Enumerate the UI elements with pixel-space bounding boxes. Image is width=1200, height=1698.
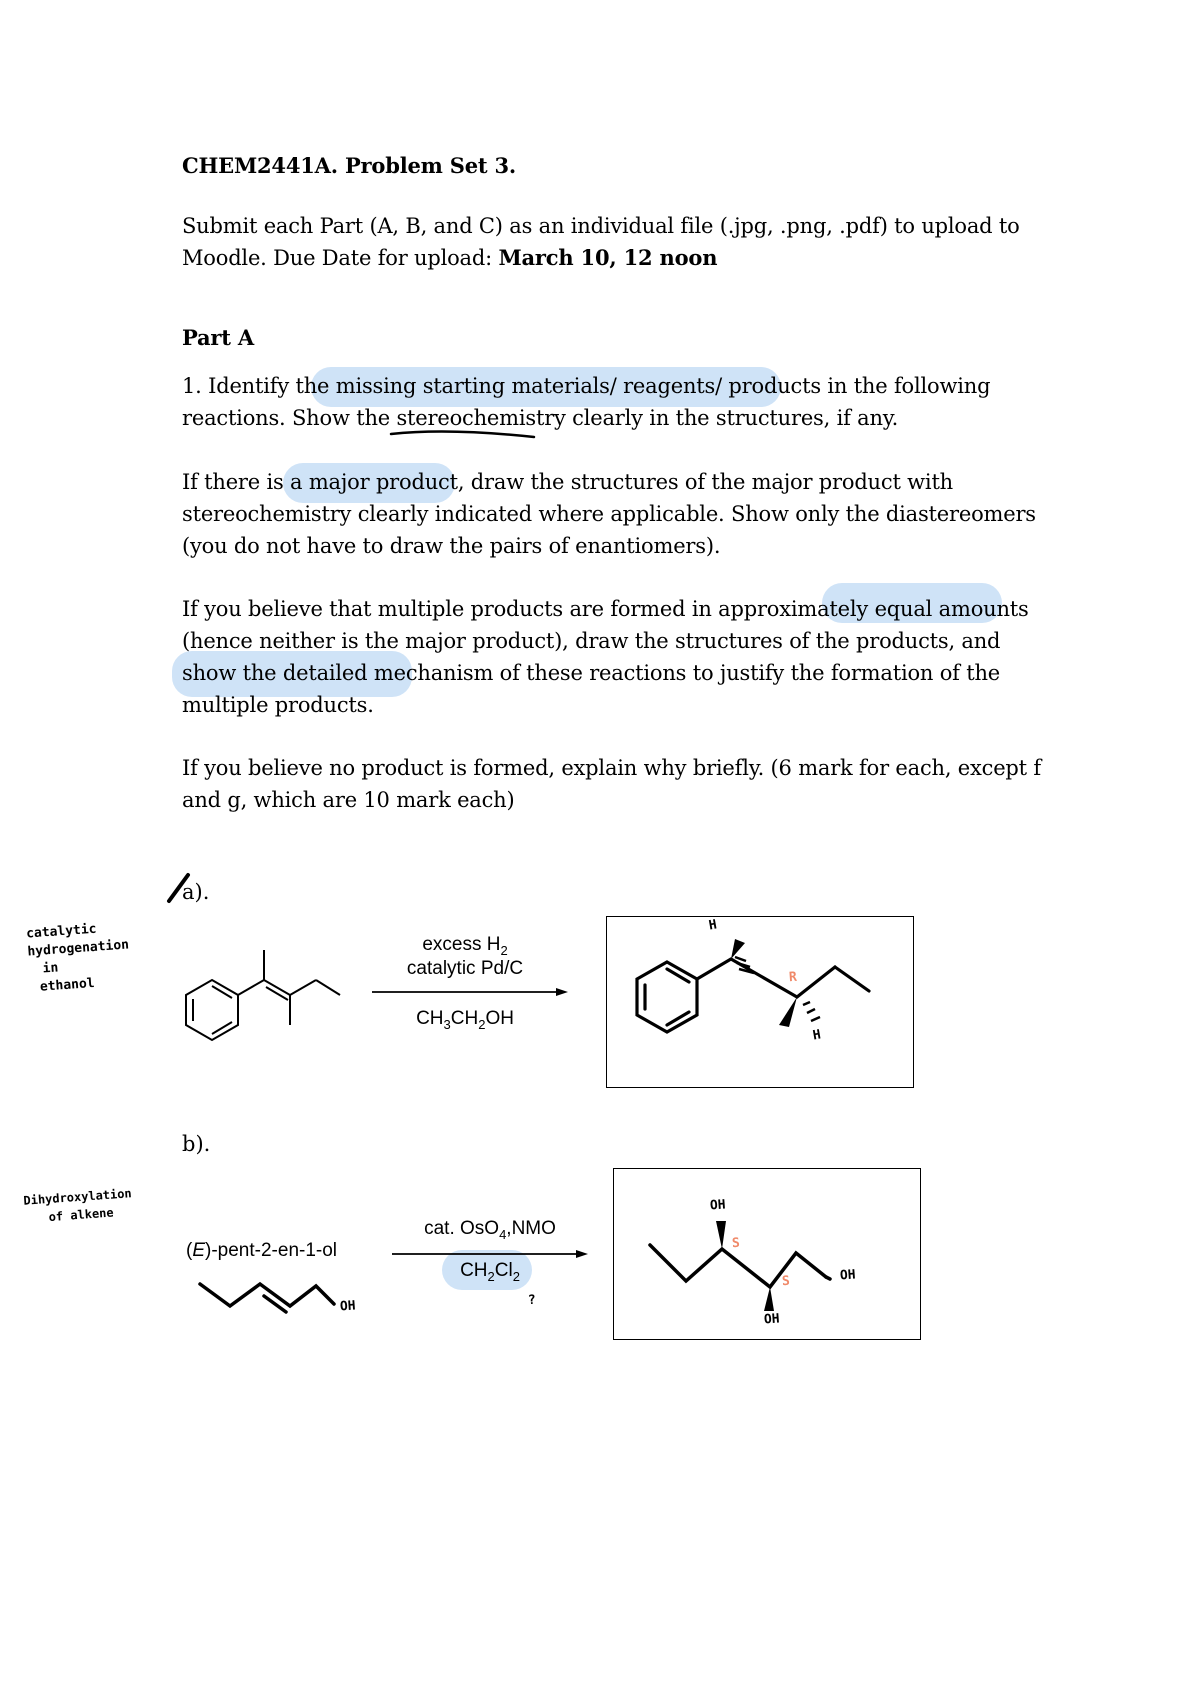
reaction-a-label: a). [182, 880, 210, 904]
reaction-a-annotation: catalytic hydrogenation in ethanol [25, 921, 130, 995]
product-b-oh-bottom: OH [763, 1311, 781, 1328]
product-b-oh-right: OH [839, 1267, 857, 1284]
starting-material-b-name: (E)-pent-2-en-1-ol [186, 1240, 338, 1261]
question-mark: ? [527, 1292, 537, 1309]
due-date: March 10, 12 noon [498, 245, 718, 270]
reaction-a-solvent: $CH_3CH_2OH$ [416, 1008, 514, 1032]
product-a-structure [607, 917, 913, 1087]
page-title: CHEM2441A. Problem Set 3. [182, 153, 517, 178]
q1-highlight-text: missing starting materials/ reagents/ products [335, 374, 821, 398]
no-product-instructions: If you believe no product is formed, explain why briefly. (6 mark for each, except f and g, which are 10 mark each) [182, 756, 1041, 812]
product-b-box [613, 1168, 921, 1340]
product-a-box [606, 916, 914, 1088]
multiple-products-instructions: If you believe that multiple products are formed in approximately equal amounts (hence neither is the major product), draw the structures of the products, and show the detailed mechanism of these reactions to justify the formation of the multiple products. [182, 597, 1029, 717]
part-a-heading: Part A [182, 325, 255, 350]
starting-material-b-structure [198, 1274, 348, 1324]
product-b-oh-top: OH [709, 1197, 727, 1214]
submission-instructions [182, 210, 1042, 274]
stereo-label-s2: S [781, 1273, 791, 1290]
question-1: 1. Identify the missing starting materials/ reagents/ products in the following reactions. Show the stereochemistry clearly in the structures, if any. [182, 374, 991, 430]
reaction-b-reagents: cat. OsO$_4$,NMO [424, 1218, 556, 1242]
stereo-label-r: R [788, 969, 798, 986]
starting-material-b-oh: OH [339, 1298, 357, 1315]
reaction-b-solvent: $CH_2Cl_2$ [460, 1260, 520, 1284]
reaction-b-annotation: Dihydroxylation of alkene [23, 1186, 133, 1225]
stereo-label-s1: S [731, 1235, 741, 1252]
starting-material-a-structure [180, 945, 350, 1045]
submit-text: Submit each Part (A, B, and C) as an individual file (.jpg, .png, .pdf) to upload to Moodle. Due Date for upload: [182, 214, 1020, 270]
reaction-b-arrow [392, 1248, 592, 1260]
stereochemistry-underlined: stereochemistry [396, 406, 566, 430]
major-product-instructions: If there is a major product, draw the structures of the major product with stereochemistry clearly indicated where applicable. Show only the diastereomers (you do not have to draw the pairs of enantiomers). [182, 470, 1036, 558]
reaction-a-arrow [372, 986, 572, 998]
product-a-h-top: H [707, 917, 718, 934]
reaction-a-reagents: excess $H_2$ catalytic Pd/C [406, 934, 524, 979]
product-a-h-bottom: H [811, 1027, 822, 1044]
reaction-b-label: b). [182, 1132, 211, 1156]
